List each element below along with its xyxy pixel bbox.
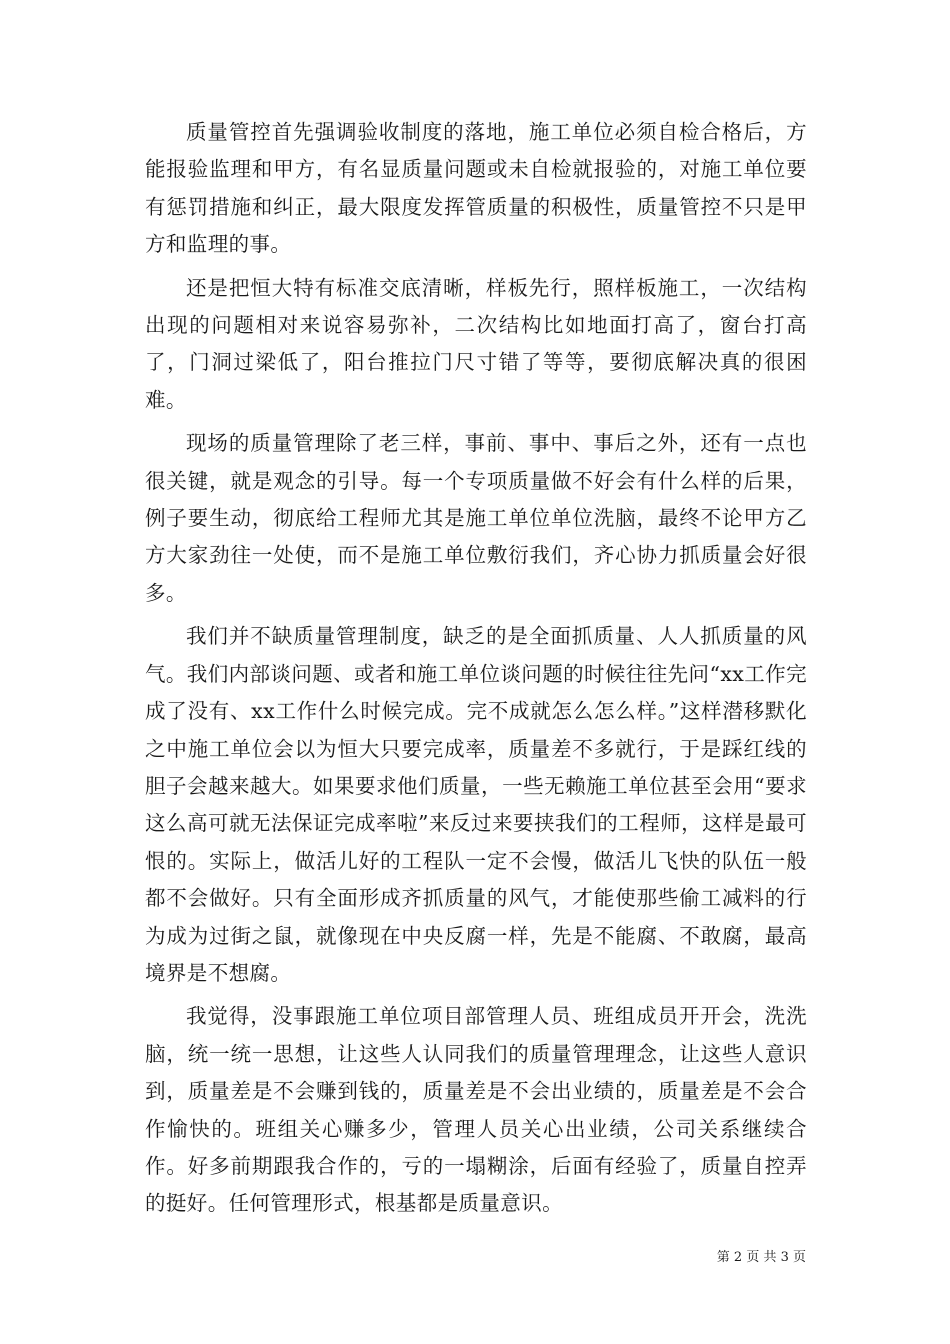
paragraph-1: 质量管控首先强调验收制度的落地，施工单位必须自检合格后，方能报验监理和甲方，有名显质量问题或未自检就报验的，对施工单位要有惩罚措施和纠正，最大限度发挥管质量的积极性，质量管控不只是甲方和监理的事。 xyxy=(145,120,807,257)
paragraph-3: 现场的质量管理除了老三样，事前、事中、事后之外，还有一点也很关键，就是观念的引导。每一个专项质量做不好会有什么样的后果，例子要生动，彻底给工程师尤其是施工单位单位洗脑，最终不论甲方乙方大家劲往一处使，而不是施工单位敷衍我们，齐心协力抓质量会好很多。 xyxy=(145,431,807,605)
page-number-footer: 第 2 页 共 3 页 xyxy=(716,1250,806,1265)
paragraph-5: 我觉得，没事跟施工单位项目部管理人员、班组成员开开会，洗洗脑，统一统一思想，让这些人认同我们的质量管理理念，让这些人意识到，质量差是不会赚到钱的，质量差是不会出业绩的，质量差是不会合作愉快的。班组关心赚多少，管理人员关心出业绩，公司关系继续合作。好多前期跟我合作的，亏的一塌糊涂，后面有经验了，质量自控弄的挺好。任何管理形式，根基都是质量意识。 xyxy=(145,1004,807,1216)
document-body xyxy=(145,114,807,1229)
paragraph-2: 还是把恒大特有标准交底清晰，样板先行，照样板施工，一次结构出现的问题相对来说容易弥补，二次结构比如地面打高了，窗台打高了，门洞过梁低了，阳台推拉门尺寸错了等等，要彻底解决真的很困难。 xyxy=(145,275,807,412)
paragraph-4: 我们并不缺质量管理制度，缺乏的是全面抓质量、人人抓质量的风气。我们内部谈问题、或者和施工单位谈问题的时候往往先问“xx工作完成了没有、xx工作什么时候完成。完不成就怎么怎么样。”这样潜移默化之中施工单位会以为恒大只要完成率，质量差不多就行，于是踩红线的胆子会越来越大。如果要求他们质量，一些无赖施工单位甚至会用“要求这么高可就无法保证完成率啦”来反过来要挟我们的工程师，这样是最可恨的。实际上，做活儿好的工程队一定不会慢，做活儿飞快的队伍一般都不会做好。只有全面形成齐抓质量的风气，才能使那些偷工减料的行为成为过街之鼠，就像现在中央反腐一样，先是不能腐、不敢腐，最高境界是不想腐。 xyxy=(145,624,807,985)
